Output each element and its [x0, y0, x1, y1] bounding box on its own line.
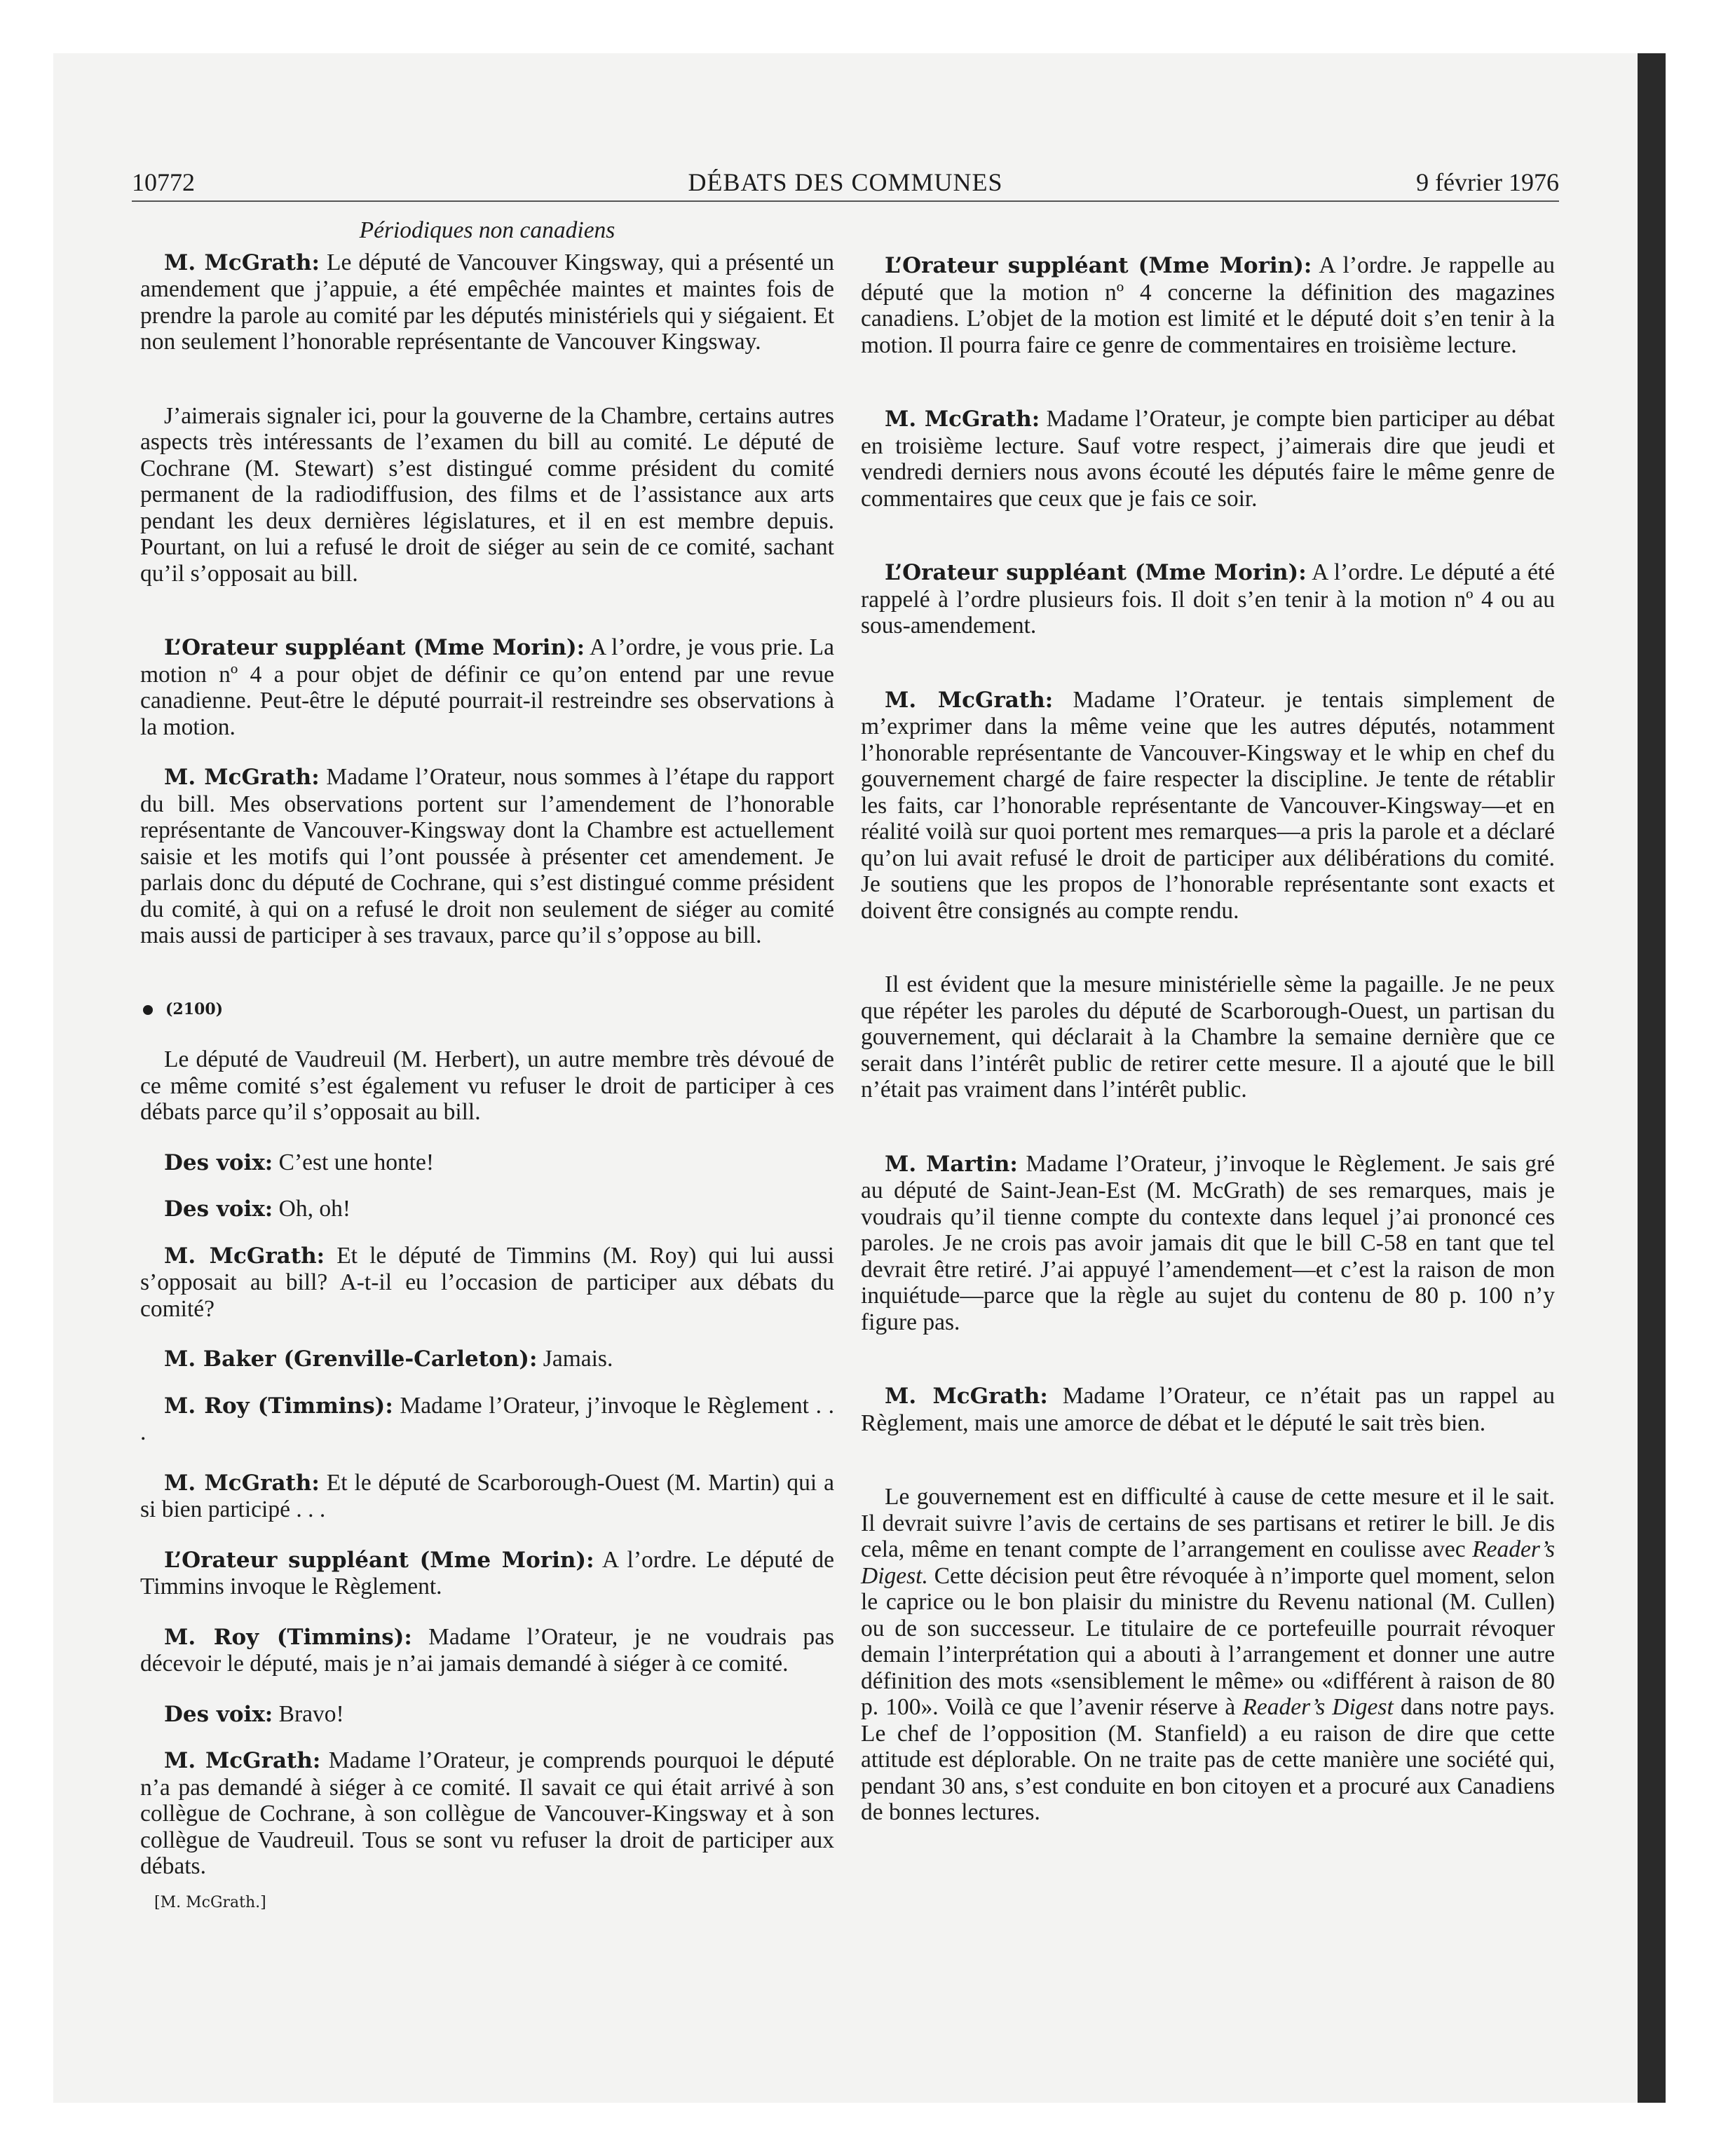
speaker-name: Des voix: — [164, 1149, 273, 1175]
paragraph — [140, 1624, 834, 1677]
paragraph — [140, 1747, 834, 1880]
paragraph-text: Et le député de Scarborough-Ouest (M. Martin) qui a si bien participé . . . — [140, 1469, 834, 1522]
speaker-name: M. McGrath: — [164, 250, 320, 275]
speaker-name: Des voix: — [164, 1701, 273, 1727]
paragraph — [861, 252, 1555, 358]
speaker-name: Des voix: — [164, 1196, 273, 1222]
paragraph — [140, 1046, 834, 1126]
paragraph-text: Bravo! — [273, 1700, 344, 1727]
bullet-dot — [143, 1005, 153, 1015]
paragraph-text: Le député de Vancouver Kingsway, qui a présenté un amendement que j’appuie, a été empêchée maintes et maintes fois de prendre la parole au comité par les députés ministériels qui y siégaient. Et non seulement l’honorable représentante de Vancouver Kingsway. — [140, 249, 834, 355]
paragraph-text: Cette décision peut être révoquée à n’importe quel moment, selon le caprice ou le bon plaisir du ministre du Revenu national (M. Cullen) ou de son successeur. Le titulaire de ce portefeuille pourrait révoquer demain l’interprétation qui a abouti à l’arrangement et donner une autre définition des mots «sensiblement le même» ou «différent à raison de 80 p. 100». Voilà ce que l’avenir réserve à — [861, 1562, 1555, 1720]
paragraph-text: J’aimerais signaler ici, pour la gouverne de la Chambre, certains autres aspects très intéressants de l’examen du bill au comité. Le député de Cochrane (M. Stewart) s’est distingué comme président du comité permanent de la radiodiffusion, des films et de l’assistance aux arts pendant les deux dernières législatures, et il en est membre depuis. Pourtant, on lui a refusé le droit de siéger au sein de ce comité, sachant qu’il s’opposait au bill. — [140, 402, 834, 587]
paragraph — [140, 403, 834, 587]
paragraph-text: Madame l’Orateur. je tentais simplement de m’exprimer dans la même veine que les autres députés, notamment l’honorable représentante de Vancouver-Kingsway et le whip en chef du gouvernement chargé de faire respecter la discipline. Je tente de rétablir les faits, car l’honorable représentante de Vancouver-Kingsway—et en réalité voilà sur quoi portent mes remarques—a pris la parole et a déclaré qu’on lui avait refusé le droit de participer aux délibérations du comité. Je soutiens que les propos de l’honorable représentante sont exacts et doivent être consignés au compte rendu. — [861, 686, 1555, 924]
paragraph — [140, 1547, 834, 1600]
paragraph — [861, 559, 1555, 639]
paragraph-text: A l’ordre. Le député de Timmins invoque le Règlement. — [140, 1546, 835, 1599]
paragraph — [861, 1151, 1555, 1336]
paragraph — [140, 1393, 834, 1446]
paragraph-text: Oh, oh! — [273, 1196, 351, 1222]
paragraph-text: dans notre pays. Le chef de l’opposition (M. Stanfield) a eu raison de dire que cette attitude est déplorable. On ne traite pas de cette manière une société qui, pendant 30 ans, s’est conduite en bon citoyen et a procuré aux Canadiens de bonnes lectures. — [861, 1694, 1555, 1825]
paragraph-text: Madame l’Orateur, je ne voudrais pas décevoir le député, mais je n’ai jamais demandé à siéger à ce comité. — [140, 1623, 834, 1677]
speaker-name: L’Orateur suppléant (Mme Morin): — [885, 253, 1312, 278]
publication-name: Reader’s Digest. — [861, 1536, 1555, 1589]
speaker-name: L’Orateur suppléant (Mme Morin): — [164, 635, 585, 660]
paragraph — [861, 1383, 1555, 1436]
paragraph-text: Madame l’Orateur, ce n’était pas un rappel au Règlement, mais une amorce de débat et le député le sait très bien. — [861, 1383, 1555, 1436]
paragraph — [140, 1346, 834, 1373]
paragraph-text: Madame l’Orateur, j’invoque le Règlement . . . — [140, 1392, 835, 1445]
speaker-name: M. McGrath: — [885, 407, 1040, 432]
page-header — [132, 165, 1559, 202]
paragraph-text: Madame l’Orateur, je comprends pourquoi le député n’a pas demandé à siéger à ce comité. Il savait ce qui était arrivé à son collègue de Cochrane, à son collègue de Vancouver-Kingsway et à son collègue de Vaudreuil. Tous se sont vu refuser la droit de participer aux débats. — [140, 1747, 834, 1879]
paragraph-text: A l’ordre. Le député a été rappelé à l’ordre plusieurs fois. Il doit s’en tenir à la motion nº 4 ou au sous-amendement. — [861, 559, 1555, 639]
paragraph — [140, 1470, 834, 1523]
paragraph-text: Madame l’Orateur, je compte bien participer au débat en troisième lecture. Sauf votre respect, j’aimerais dire que jeudi et vendredi derniers nous avons écouté les députés faire le même genre de commentaires que ceux que je fais ce soir. — [861, 406, 1555, 512]
paragraph — [140, 1196, 834, 1223]
paragraph — [861, 687, 1555, 925]
paragraph — [861, 971, 1555, 1103]
publication-name: Reader’s Digest — [1242, 1694, 1394, 1720]
time-marker — [140, 997, 834, 1023]
page-number: 10772 — [132, 168, 195, 196]
time-marker-text: (2100) — [165, 999, 224, 1018]
speaker-name: M. McGrath: — [885, 1384, 1048, 1409]
paragraph-text: Madame l’Orateur, j’invoque le Règlement. Je sais gré au député de Saint-Jean-Est (M. McGrath) de ses remarques, mais je voudrais qu’il tienne compte du contexte dans lequel j’ai prononcé ces paroles. Je ne crois pas avoir jamais dit que le bill C-58 en tant que tel devrait être retiré. J’ai appuyé l’amendement—et c’est la raison de mon inquiétude—parce que la règle au sujet du contenu de 80 p. 100 n’y figure pas. — [861, 1150, 1555, 1335]
paragraph-text: Jamais. — [537, 1346, 613, 1372]
page-date: 9 février 1976 — [1416, 168, 1559, 196]
paragraph-text: Le gouvernement est en difficulté à cause de cette mesure et il le sait. Il devrait suivre l’avis de certains de ses partisans et retirer le bill. Je dis cela, même en tenant compte de l’arrangement en coulisse avec — [861, 1484, 1555, 1562]
speaker-name: M. McGrath: — [164, 1470, 320, 1496]
speaker-name: L’Orateur suppléant (Mme Morin): — [885, 560, 1307, 585]
speaker-name: L’Orateur suppléant (Mme Morin): — [164, 1547, 594, 1573]
paragraph — [140, 1149, 834, 1177]
paragraph-text: Il est évident que la mesure ministérielle sème la pagaille. Je ne peux que répéter les paroles du député de Scarborough-Ouest, un partisan du gouvernement, qui déclarait à la Chambre la semaine dernière que ce serait dans l’intérêt public de retirer cette mesure. Il a ajouté que le bill n’était pas vraiment dans l’intérêt public. — [861, 971, 1555, 1103]
speaker-name: M. Roy (Timmins): — [164, 1393, 393, 1419]
paragraph-text: Et le député de Timmins (M. Roy) qui lui aussi s’opposait au bill? A-t-il eu l’occasion de participer aux débats du comité? — [140, 1242, 834, 1322]
speaker-name: M. McGrath: — [885, 687, 1054, 713]
paragraph — [140, 1701, 834, 1728]
scan-edge-shadow — [1638, 53, 1666, 2103]
paragraph — [140, 634, 834, 740]
section-title: Périodiques non canadiens — [359, 217, 615, 243]
paragraph — [861, 406, 1555, 512]
paragraph — [861, 1484, 1555, 1826]
paragraph — [140, 250, 834, 355]
paragraph-text: Madame l’Orateur, nous sommes à l’étape du rapport du bill. Mes observations portent sur l’amendement de l’honorable représentante de Vancouver-Kingsway dont la Chambre est actuellement saisie et les motifs qui l’ont poussée à présenter cet amendement. Je parlais donc du député de Cochrane, qui s’est distingué comme président du comité, à qui on a refusé le droit non seulement de siéger au comité mais aussi de participer à ses travaux, parce qu’il s’oppose au bill. — [140, 764, 834, 948]
left-column — [140, 217, 834, 1939]
speaker-name: M. McGrath: — [164, 1748, 321, 1773]
speaker-name: M. McGrath: — [164, 1243, 325, 1269]
speaker-footnote: [M. McGrath.] — [154, 1893, 266, 1911]
paragraph-text: Le député de Vaudreuil (M. Herbert), un autre membre très dévoué de ce même comité s’est également vu refuser le droit de participer à ces débats parce qu’il s’opposait au bill. — [140, 1046, 834, 1125]
speaker-name: M. Baker (Grenville-Carleton): — [164, 1346, 538, 1372]
speaker-name: M. Martin: — [885, 1151, 1018, 1177]
speaker-name: M. Roy (Timmins): — [164, 1624, 412, 1650]
speaker-name: M. McGrath: — [164, 765, 320, 790]
paragraph-text: A l’ordre. Je rappelle au député que la motion nº 4 concerne la définition des magazines canadiens. L’objet de la motion est limité et le député doit s’en tenir à la motion. Il pourra faire ce genre de commentaires en troisième lecture. — [861, 252, 1555, 358]
paragraph — [140, 764, 834, 949]
publication-title: DÉBATS DES COMMUNES — [688, 168, 1003, 196]
paragraph — [140, 1243, 834, 1323]
right-column — [861, 252, 1555, 1850]
paragraph-text: C’est une honte! — [273, 1149, 435, 1175]
paragraph-text: A l’ordre, je vous prie. La motion nº 4 a pour objet de définir ce qu’on entend par une revue canadienne. Peut-être le député pourrait-il restreindre ses observations à la motion. — [140, 634, 834, 740]
